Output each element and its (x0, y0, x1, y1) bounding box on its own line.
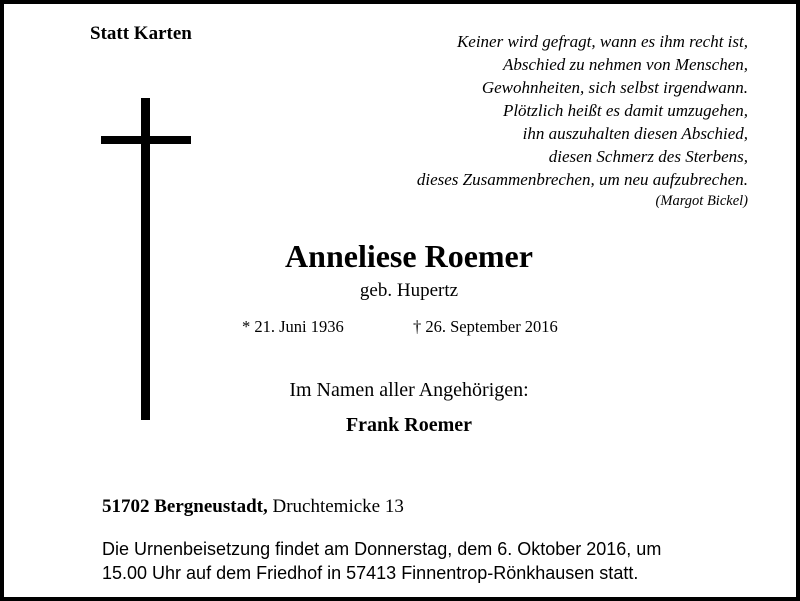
cross-horizontal-bar (101, 136, 191, 144)
poem (288, 30, 748, 211)
poem-line: dieses Zusammenbrechen, um neu aufzubrechen. (416, 170, 748, 189)
header-label: Statt Karten (90, 23, 192, 44)
deceased-name: Anneliese Roemer (285, 238, 533, 274)
poem-line: Plötzlich heißt es damit umzugehen, (502, 101, 748, 120)
address (102, 494, 404, 520)
mourners-label: Im Namen aller Angehörigen: (289, 379, 529, 401)
cross-vertical-bar (141, 98, 150, 420)
poem-line: Keiner wird gefragt, wann es ihm recht ist, (456, 32, 748, 51)
address-street: Druchtemicke 13 (272, 496, 404, 517)
life-dates (242, 316, 558, 338)
poem-line: Gewohnheiten, sich selbst irgendwann. (481, 78, 748, 97)
poem-line: Abschied zu nehmen von Menschen, (502, 55, 748, 74)
address-city: 51702 Bergneustadt, (102, 496, 268, 517)
death-date: † 26. September 2016 (413, 317, 558, 336)
poem-line: diesen Schmerz des Sterbens, (548, 147, 748, 166)
mourner-name: Frank Roemer (345, 414, 473, 436)
cross-icon (101, 98, 191, 420)
birth-name: geb. Hupertz (359, 280, 459, 301)
poem-author: (Margot Bickel) (655, 193, 748, 209)
burial-notice-line: Die Urnenbeisetzung findet am Donnerstag, dem 6. Oktober 2016, um (102, 539, 662, 559)
burial-notice (102, 537, 742, 585)
burial-notice-line: 15.00 Uhr auf dem Friedhof in 57413 Finnentrop-Rönkhausen statt. (102, 563, 639, 583)
birth-date: * 21. Juni 1936 (242, 317, 344, 336)
poem-line: ihn auszuhalten diesen Abschied, (522, 124, 748, 143)
